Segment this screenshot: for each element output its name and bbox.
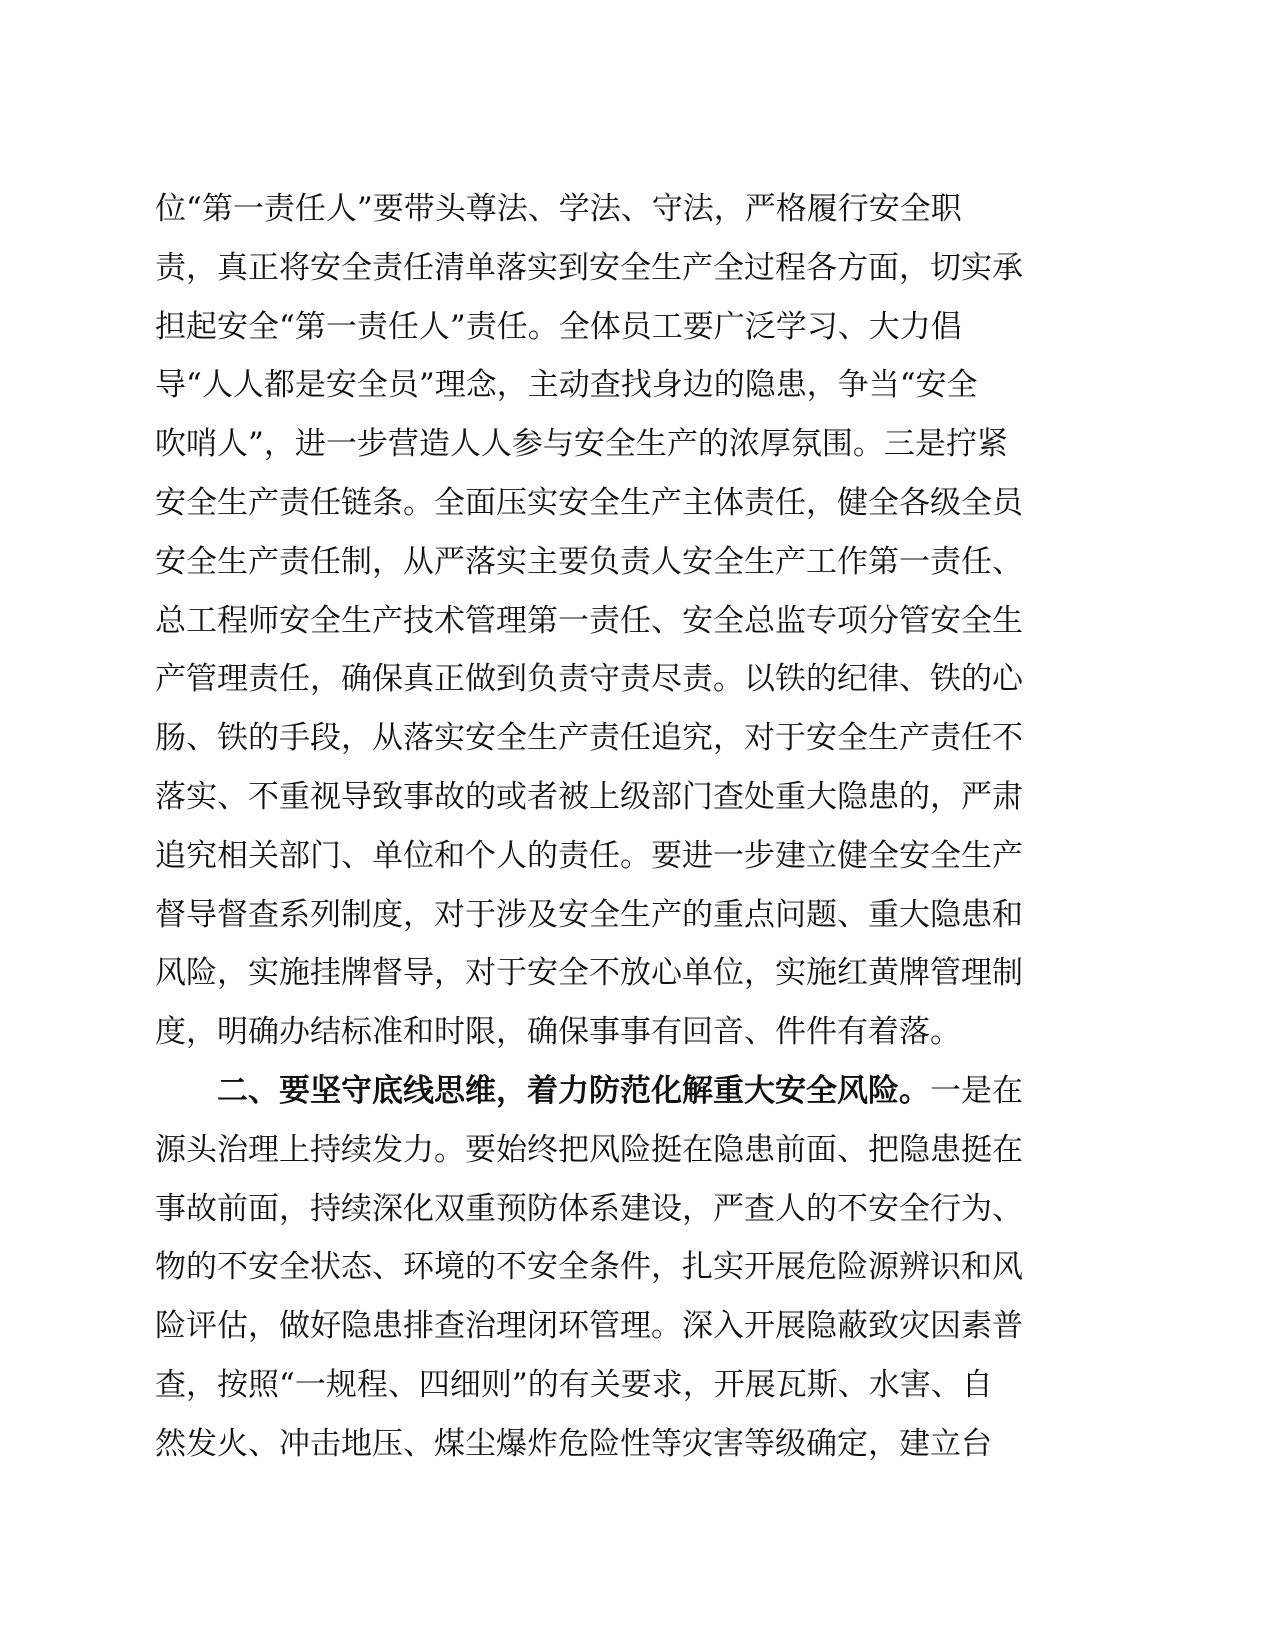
text-line: 度，明确办结标准和时限，确保事事有回音、件件有着落。: [155, 1014, 961, 1051]
section-heading: 二、要坚守底线思维，着力防范化解重大安全风险。: [217, 1072, 930, 1109]
text-line: 总工程师安全生产技术管理第一责任、安全总监专项分管安全生: [155, 602, 1023, 639]
text-line: 导“人人都是安全员”理念，主动查找身边的隐患，争当“安全: [155, 367, 978, 404]
text-line: 督导督查系列制度，对于涉及安全生产的重点问题、重大隐患和: [155, 896, 1023, 933]
section-heading-line: [155, 1062, 1095, 1121]
text-line: 风险，实施挂牌督导，对于安全不放心单位，实施红黄牌管理制: [155, 955, 1023, 992]
text-line: 吹哨人”，进一步营造人人参与安全生产的浓厚氛围。三是拧紧: [155, 426, 1008, 463]
text-line: 担起安全“第一责任人”责任。全体员工要广泛学习、大力倡: [155, 308, 962, 345]
text-line: 位“第一责任人”要带头尊法、学法、守法，严格履行安全职: [155, 191, 962, 227]
text-line: 安全生产责任制，从严落实主要负责人安全生产工作第一责任、: [155, 543, 1023, 580]
text-line: 责，真正将安全责任清单落实到安全生产全过程各方面，切实承: [155, 249, 1023, 286]
text-line: 追究相关部门、单位和个人的责任。要进一步建立健全安全生产: [155, 837, 1023, 874]
text-line: 事故前面，持续深化双重预防体系建设，严查人的不安全行为、: [155, 1190, 1023, 1227]
text-line: 查，按照“一规程、四细则”的有关要求，开展瓦斯、水害、自: [155, 1366, 993, 1403]
text-line: 源头治理上持续发力。要始终把风险挺在隐患前面、把隐患挺在: [155, 1131, 1023, 1168]
text-line: 安全生产责任链条。全面压实安全生产主体责任，健全各级全员: [155, 484, 1023, 521]
text-line: 险评估，做好隐患排查治理闭环管理。深入开展隐蔽致灾因素普: [155, 1308, 1023, 1345]
text-line: 物的不安全状态、环境的不安全条件，扎实开展危险源辨识和风: [155, 1249, 1023, 1286]
body-text: [155, 180, 1095, 1474]
text-line: 产管理责任，确保真正做到负责守责尽责。以铁的纪律、铁的心: [155, 661, 1023, 698]
text-line: 落实、不重视导致事故的或者被上级部门查处重大隐患的，严肃: [155, 778, 1023, 815]
section-heading-tail: 一是在: [930, 1072, 1023, 1109]
text-line: 然发火、冲击地压、煤尘爆炸危险性等灾害等级确定，建立台: [155, 1425, 992, 1462]
text-line: 肠、铁的手段，从落实安全生产责任追究，对于安全生产责任不: [155, 720, 1023, 757]
